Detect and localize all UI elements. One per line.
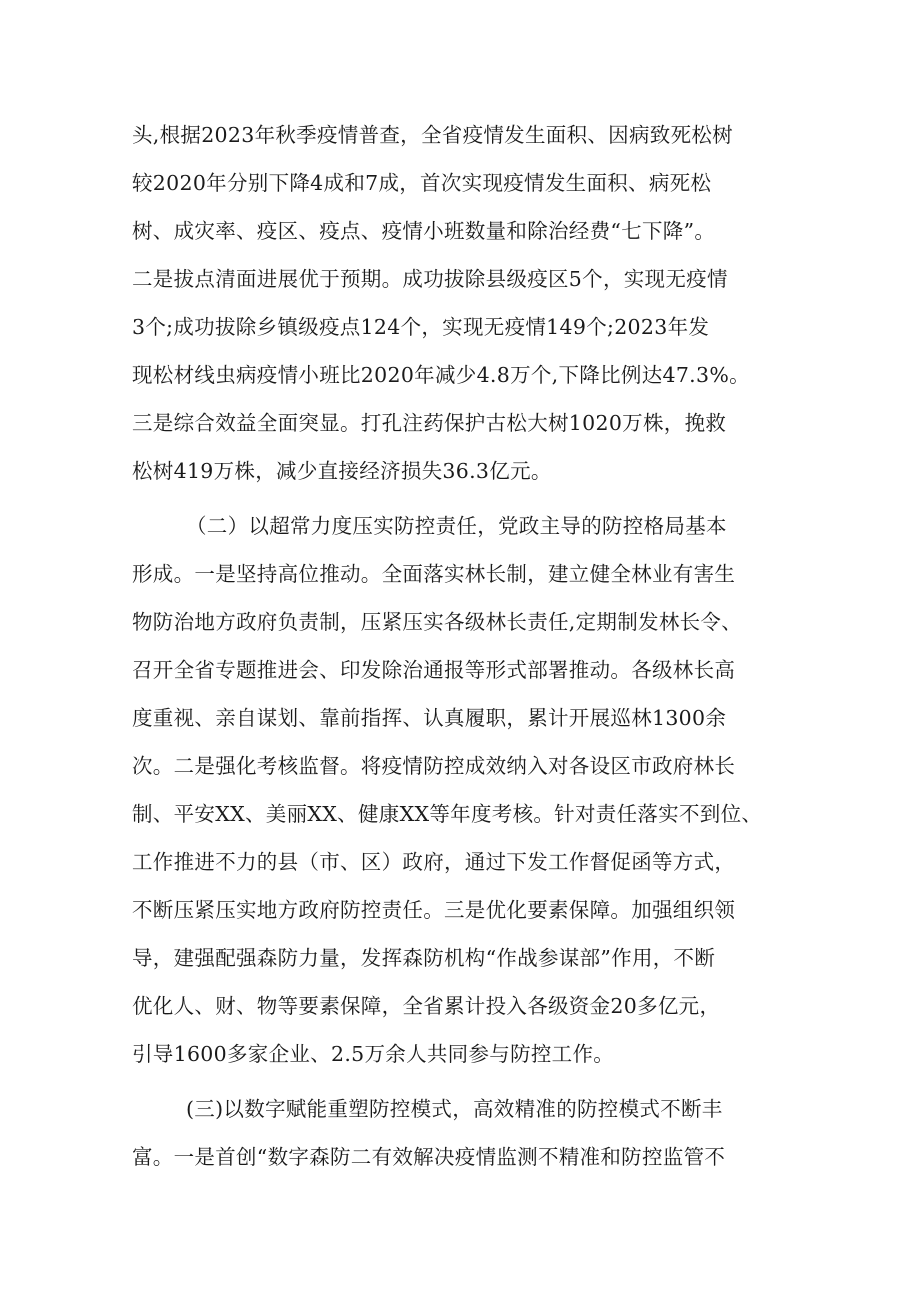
paragraph-line: 次。二是强化考核监督。将疫情防控成效纳入对各设区市政府林长 [132, 754, 736, 778]
paragraph-line: 工作推进不力的县（市、区）政府，通过下发工作督促函等方式， [132, 850, 736, 874]
paragraph-line: 现松材线虫病疫情小班比2020年减少4.8万个,下降比例达47.3%。 [132, 363, 750, 387]
section-heading-line: （二）以超常力度压实防控责任，党政主导的防控格局基本 [186, 514, 727, 538]
paragraph-line: 富。一是首创“数字森防二有效解决疫情监测不精准和防控监管不 [132, 1145, 726, 1169]
paragraph-line: 不断压紧压实地方政府防控责任。三是优化要素保障。加强组织领 [132, 898, 736, 922]
paragraph-line: 制、平安XX、美丽XX、健康XX等年度考核。针对责任落实不到位、 [132, 802, 763, 826]
paragraph-line: 优化人、财、物等要素保障，全省累计投入各级资金20多亿元， [132, 994, 721, 1018]
paragraph-line: 物防治地方政府负责制，压紧压实各级林长责任,定期制发林长令、 [132, 610, 743, 634]
paragraph-line: 头,根据2023年秋季疫情普查，全省疫情发生面积、因病致死松树 [132, 123, 733, 147]
paragraph-line: 引导1600多家企业、2.5万余人共同参与防控工作。 [132, 1042, 615, 1066]
paragraph-line: 树、成灾率、疫区、疫点、疫情小班数量和除治经费“七下降”。 [132, 219, 716, 243]
paragraph-line: 3个;成功拔除乡镇级疫点124个，实现无疫情149个;2023年发 [132, 315, 710, 339]
paragraph-line: 较2020年分别下降4成和7成，首次实现疫情发生面积、病死松 [132, 171, 712, 195]
paragraph-line: 导，建强配强森防力量，发挥森防机构“作战参谋部”作用，不断 [132, 946, 716, 970]
paragraph-line: 二是拔点清面进展优于预期。成功拔除县级疫区5个，实现无疫情 [132, 267, 728, 291]
paragraph-line: 三是综合效益全面突显。打孔注药保护古松大树1020万株，挽救 [132, 411, 727, 435]
paragraph-line: 召开全省专题推进会、印发除治通报等形式部署推动。各级林长高 [132, 658, 736, 682]
paragraph-line: 形成。一是坚持高位推动。全面落实林长制，建立健全林业有害生 [132, 562, 736, 586]
section-heading-line: (三)以数字赋能重塑防控模式，高效精准的防控模式不断丰 [186, 1097, 723, 1121]
paragraph-line: 松树419万株，减少直接经济损失36.3亿元。 [132, 459, 552, 483]
paragraph-line: 度重视、亲自谋划、靠前指挥、认真履职，累计开展巡林1300余 [132, 706, 727, 730]
